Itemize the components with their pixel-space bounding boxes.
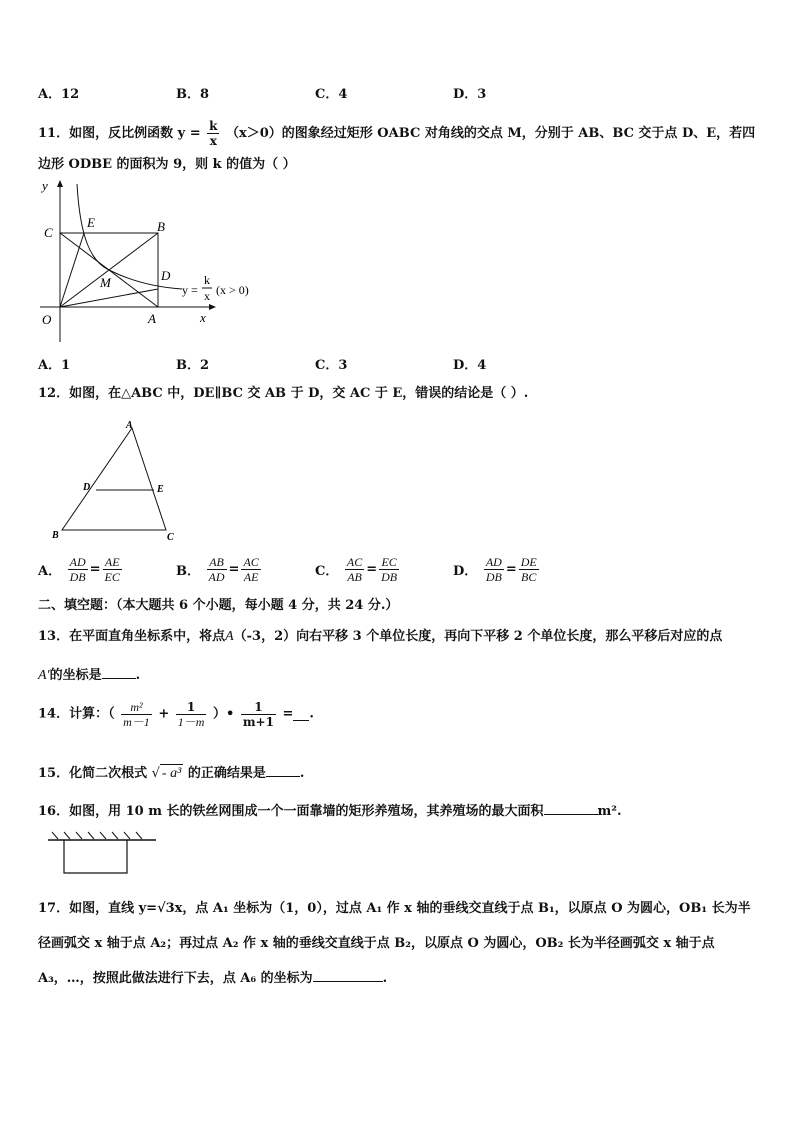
q14-frac1 — [121, 700, 152, 729]
q10-option-a: A．12 — [38, 87, 80, 102]
q12-stem: 12．如图，在△ABC 中，DE∥BC 交 AB 于 D，交 AC 于 E，错误的结论是（ ）. — [38, 386, 529, 401]
q13-text-a: 13．在平面直角坐标系中，将点 — [38, 629, 226, 644]
q12-option-a: A． $\frac{AD}{DB}$ = $\frac{AE}{EC}$ — [38, 555, 120, 584]
q11-fraction — [207, 119, 219, 148]
q16-line — [38, 802, 622, 821]
q12-option-d: D． $\frac{AD}{DB}$ = $\frac{DE}{BC}$ — [453, 555, 537, 584]
q12-d-right-den: BC — [521, 570, 537, 584]
q14-prefix: 14．计算：（ — [38, 706, 115, 722]
q11-frac-den: x — [209, 134, 217, 148]
q12-c-right — [379, 555, 399, 584]
q11-label-y: y — [42, 178, 48, 193]
q15-radicand: - a³ — [161, 766, 182, 781]
q12-label-d: D — [83, 482, 91, 493]
q12-c-right-den: DB — [381, 570, 398, 584]
q16-answer-blank[interactable] — [544, 802, 598, 815]
q12-option-b-label: B． — [176, 564, 200, 579]
q17-line3 — [38, 969, 387, 988]
q12-option-a-label: A． — [38, 564, 62, 579]
q12-a-left — [68, 555, 88, 584]
q14-mid: ）• — [212, 706, 235, 722]
q12-d-left-den: DB — [485, 570, 502, 584]
q12-a-right — [103, 555, 122, 584]
q14-frac3 — [241, 700, 276, 729]
q12-label-e: E — [157, 484, 164, 495]
q13-line2 — [38, 666, 140, 685]
q12-a-left-den: DB — [69, 570, 86, 584]
q16-unit: m². — [597, 804, 622, 819]
q11-figure — [32, 176, 272, 346]
q12-c-left — [345, 555, 364, 584]
q12-b-left-den: AD — [208, 570, 225, 584]
q16-figure — [44, 830, 160, 878]
q14-frac1-num: m² — [121, 700, 152, 715]
q11-eq-y: y = — [182, 283, 198, 297]
q11-option-d: D．4 — [453, 358, 487, 373]
q14-end: . — [309, 706, 314, 722]
q17-line1: 17．如图，直线 y=√3x，点 A₁ 坐标为（1，0），过点 A₁ 作 x 轴的垂线交直线于点 B₁，以原点 O 为圆心，OB₁ 长为半 — [38, 901, 751, 916]
q13-text-c: 的坐标是 — [49, 668, 102, 683]
q12-a-right-den: EC — [104, 570, 120, 584]
q12-b-right-num: AC — [243, 555, 259, 569]
q10-option-d: D．3 — [453, 87, 487, 102]
q17-answer-blank[interactable] — [313, 969, 383, 982]
sqrt-icon: √ — [151, 766, 160, 781]
q11-label-d: D — [161, 268, 171, 283]
q14-frac3-num: 1 — [241, 700, 276, 715]
q14-equals: = — [282, 706, 294, 722]
q13-point-a-prime: A′ — [38, 668, 50, 683]
q11-label-m: M — [100, 275, 111, 290]
q13-end: . — [135, 668, 141, 683]
q12-option-d-label: D． — [453, 564, 478, 579]
q11-label-c: C — [44, 225, 53, 240]
q11-label-e: E — [87, 215, 95, 230]
q14-frac2-den: 1－m — [177, 715, 205, 729]
q12-b-left-num: AB — [207, 555, 227, 570]
q12-a-right-num: AE — [103, 555, 122, 570]
q12-label-b: B — [52, 530, 59, 541]
q11-text-a: 11．如图，反比例函数 y = — [38, 126, 201, 141]
q11-label-x: x — [200, 310, 206, 325]
q11-text-b: （x＞0）的图象经过矩形 OABC 对角线的交点 M，分别于 AB、BC 交于点 D、E，若四 — [225, 126, 756, 141]
q11-option-b: B．2 — [176, 358, 210, 373]
q13-answer-blank[interactable] — [102, 666, 136, 679]
q15-line — [38, 764, 304, 783]
q12-d-right — [519, 555, 539, 584]
q11-stem-line2: 边形 ODBE 的面积为 9，则 k 的值为（ ） — [38, 157, 296, 172]
q11-stem-line1 — [38, 119, 755, 148]
q12-d-left — [484, 555, 504, 584]
q10-option-c: C．4 — [315, 87, 348, 102]
q12-c-right-num: EC — [379, 555, 399, 570]
q11-label-b: B — [157, 219, 165, 234]
q17-text: A₃，…，按照此做法进行下去，点 A₆ 的坐标为 — [38, 971, 313, 986]
q14-frac2-num: 1 — [176, 700, 207, 715]
q12-b-right-den: AE — [243, 570, 259, 584]
q11-option-c: C．3 — [315, 358, 348, 373]
q12-c-left-den: AB — [347, 570, 362, 584]
q14-answer-blank[interactable] — [293, 708, 309, 721]
q11-option-a: A．1 — [38, 358, 71, 373]
q12-label-c: C — [167, 532, 174, 543]
q16-text: 16．如图，用 10 m 长的铁丝网围成一个一面靠墙的矩形养殖场，其养殖场的最大面积 — [38, 804, 544, 819]
q15-end: . — [299, 766, 305, 781]
section-2-heading: 二、填空题：（本大题共 6 个小题，每小题 4 分，共 24 分.） — [38, 598, 399, 613]
q12-a-left-num: AD — [69, 555, 86, 569]
q12-label-a: A — [126, 420, 133, 431]
q14-frac2 — [176, 700, 207, 729]
q14-frac3-den: m+1 — [242, 715, 274, 729]
q12-d-right-num: DE — [520, 555, 537, 569]
q12-option-c-label: C． — [315, 564, 339, 579]
q10-option-b: B．8 — [176, 87, 210, 102]
q13-text-b: （-3，2）向右平移 3 个单位长度，再向下平移 2 个单位长度，那么平移后对应的点 — [233, 629, 723, 644]
q11-eq-k: k — [204, 273, 210, 287]
q15-answer-blank[interactable] — [266, 764, 300, 777]
q11-frac-num: k — [209, 119, 218, 133]
q17-line2: 径画弧交 x 轴于点 A₂；再过点 A₂ 作 x 轴的垂线交直线于点 B₂，以原点 O 为圆心，OB₂ 长为半径画弧交 x 轴于点 — [38, 936, 715, 951]
q11-label-o: O — [42, 312, 52, 327]
q12-figure — [50, 418, 180, 544]
q12-d-left-num: AD — [485, 555, 502, 569]
q14-line — [38, 700, 314, 729]
q15-suffix: 的正确结果是 — [187, 766, 266, 781]
q17-end: . — [382, 971, 388, 986]
q11-eq-cond: (x > 0) — [216, 283, 249, 297]
q12-option-c: C． $\frac{AC}{AB}$ = $\frac{EC}{DB}$ — [315, 555, 398, 584]
q13-line1 — [38, 628, 722, 646]
q12-b-right — [241, 555, 260, 584]
q11-eq-x: x — [204, 289, 210, 303]
q13-point-a: A — [225, 629, 234, 644]
q15-prefix: 15．化简二次根式 — [38, 766, 148, 781]
q14-frac1-den: m－1 — [123, 715, 150, 729]
q14-plus: + — [158, 706, 170, 722]
q12-b-left — [207, 555, 227, 584]
q12-c-left-num: AC — [346, 555, 363, 569]
q11-label-a: A — [148, 311, 156, 326]
q12-option-b: B． $\frac{AB}{AD}$ = $\frac{AC}{AE}$ — [176, 555, 259, 584]
